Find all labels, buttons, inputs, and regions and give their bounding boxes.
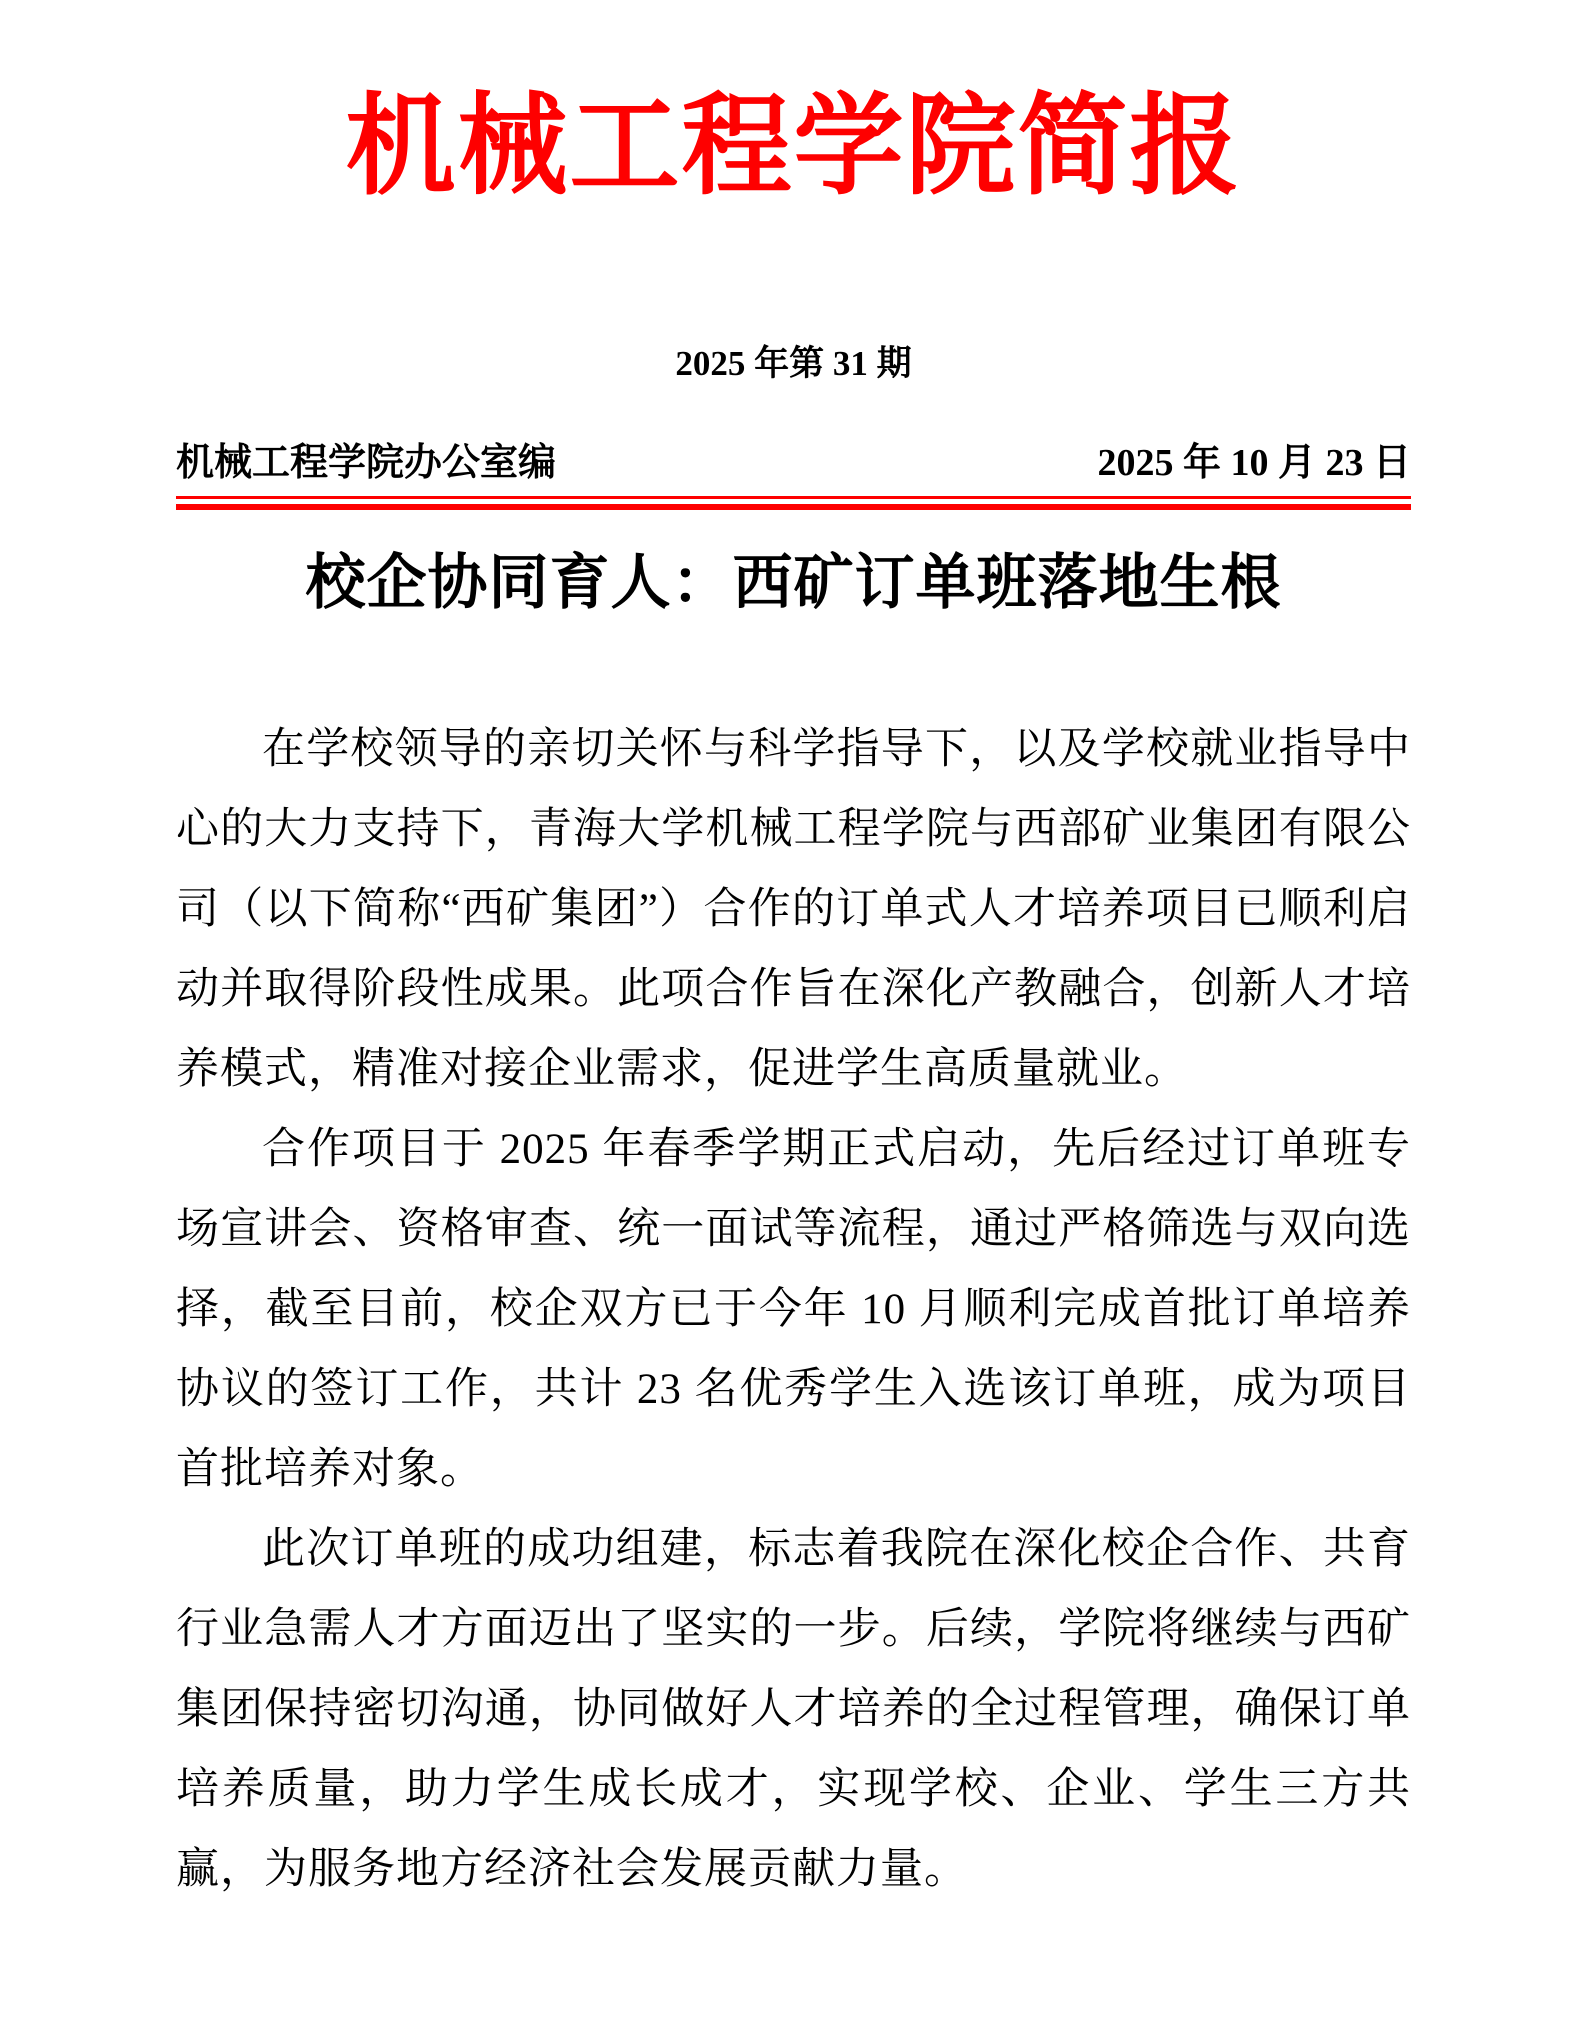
masthead-rule-thin — [176, 496, 1411, 499]
article-body — [176, 710, 1411, 1910]
article-paragraph: 合作项目于 2025 年春季学期正式启动，先后经过订单班专场宣讲会、资格审查、统一面试等流程，通过严格筛选与双向选择，截至目前，校企双方已于今年 10 月顺利完成首批订单培养协议的签订工作，共计 23 名优秀学生入选该订单班，成为项目首批培养对象。 — [176, 1125, 1411, 1493]
editor-credit: 机械工程学院办公室编 — [176, 442, 557, 484]
masthead-title: 机械工程学院简报 — [345, 86, 1242, 208]
publication-date: 2025 年 10 月 23 日 — [1097, 442, 1411, 484]
article-headline: 校企协同育人：西矿订单班落地生根 — [305, 549, 1282, 616]
article-paragraph: 此次订单班的成功组建，标志着我院在深化校企合作、共育行业急需人才方面迈出了坚实的一步。后续，学院将继续与西矿集团保持密切沟通，协同做好人才培养的全过程管理，确保订单培养质量，助力学生成长成才，实现学校、企业、学生三方共赢，为服务地方经济社会发展贡献力量。 — [176, 1525, 1411, 1893]
editor-date-row — [176, 440, 1411, 488]
issue-number: 2025 年第 31 期 — [675, 344, 912, 383]
masthead-rule-thick — [176, 504, 1411, 510]
article-paragraph: 在学校领导的亲切关怀与科学指导下，以及学校就业指导中心的大力支持下，青海大学机械工程学院与西部矿业集团有限公司（以下简称“西矿集团”）合作的订单式人才培养项目已顺利启动并取得阶段性成果。此项合作旨在深化产教融合，创新人才培养模式，精准对接企业需求，促进学生高质量就业。 — [176, 725, 1411, 1093]
